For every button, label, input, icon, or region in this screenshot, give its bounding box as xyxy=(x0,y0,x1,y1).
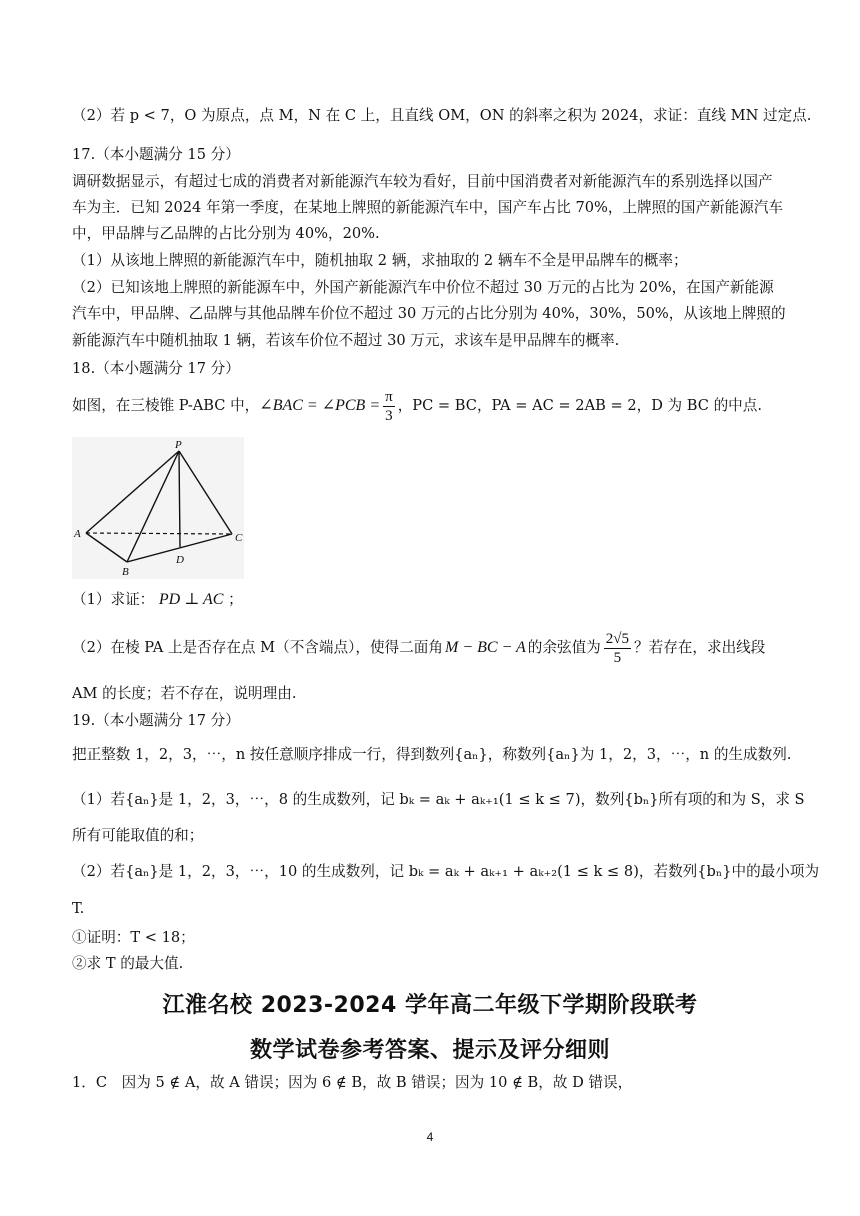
q18-angle-equation: ∠BAC = ∠PCB = xyxy=(259,397,381,414)
q18-part2-text-c: ？若存在，求出线段 xyxy=(634,639,766,656)
q17-part2-line-2: 汽车中，甲品牌、乙品牌与其他品牌车价位不超过 30 万元的占比分别为 40%，30%，50%，从该地上牌照的 xyxy=(72,305,786,322)
q18-intro-text-b: ，PC = BC，PA = AC = 2AB = 2，D 为 BC 的中点. xyxy=(397,397,763,414)
tetrahedron-figure xyxy=(72,437,244,579)
q18-part1-text: （1）求证： xyxy=(72,591,155,608)
fraction-denominator: 5 xyxy=(613,649,622,666)
q17-part2-line-1: （2）已知该地上牌照的新能源车中，外国产新能源汽车中价位不超过 30 万元的占比为 20%，在国产新能源 xyxy=(72,279,774,296)
fraction-numerator: 2√5 xyxy=(605,630,630,647)
answer-1: 1．C 因为 5 ∉ A，故 A 错误；因为 6 ∉ B，故 B 错误；因为 10 ∉ B，故 D 错误， xyxy=(72,1074,633,1091)
q19-part1-line-1: （1）若{aₙ}是 1，2，3，⋯，8 的生成数列，记 bₖ = aₖ + aₖ₊₁(1 ≤ k ≤ 7)，数列{bₙ}所有项的和为 S，求 S xyxy=(72,791,805,808)
answers-title-1: 江淮名校 2023-2024 学年高二年级下学期阶段联考 xyxy=(162,993,698,1018)
q18-part2-text-b: 的余弦值为 xyxy=(527,639,601,656)
label-B: B xyxy=(122,566,129,578)
q17-part2-line-3: 新能源汽车中随机抽取 1 辆，若该车价位不超过 30 万元，求该车是甲品牌车的概率. xyxy=(72,332,620,349)
q18-part1-end: ； xyxy=(228,591,243,608)
q18-intro xyxy=(72,386,792,426)
page-number: 4 xyxy=(426,1130,434,1144)
label-P: P xyxy=(175,439,182,451)
label-A: A xyxy=(74,528,81,540)
q17-intro-line-1: 调研数据显示，有超过七成的消费者对新能源汽车较为看好，目前中国消费者对新能源汽车的系别选择以国产 xyxy=(72,173,773,190)
q19-sub2: ②求 T 的最大值. xyxy=(72,955,184,972)
q18-part2-text-a: （2）在棱 PA 上是否存在点 M（不含端点），使得二面角 xyxy=(72,639,443,656)
q18-part2-line-2: AM 的长度；若不存在，说明理由. xyxy=(72,685,297,702)
q19-header: 19.（本小题满分 17 分） xyxy=(72,712,240,729)
q18-intro-text-a: 如图，在三棱锥 P-ABC 中， xyxy=(72,397,260,414)
fraction-denominator: 3 xyxy=(385,407,393,424)
tetrahedron-diagram xyxy=(72,437,244,579)
q19-part2-line-2: T. xyxy=(72,900,85,917)
fraction-numerator: π xyxy=(385,388,393,405)
q18-part1-math: PD ⊥ AC xyxy=(158,591,224,608)
q17-intro-line-2: 车为主．已知 2024 年第一季度，在某地上牌照的新能源汽车中，国产车占比 70%，上牌照的国产新能源汽车 xyxy=(72,199,784,216)
q18-part1 xyxy=(72,590,792,610)
q18-dihedral-angle: M − BC − A xyxy=(444,639,526,656)
q19-sub1: ①证明：T < 18； xyxy=(72,929,195,946)
label-D: D xyxy=(176,554,184,566)
q18-header: 18.（本小题满分 17 分） xyxy=(72,360,240,377)
q18-part2 xyxy=(72,627,792,669)
q17-header: 17.（本小题满分 15 分） xyxy=(72,146,240,163)
q19-part1-line-2: 所有可能取值的和； xyxy=(72,827,204,844)
q19-intro: 把正整数 1，2，3，⋯，n 按任意顺序排成一行，得到数列{aₙ}，称数列{aₙ}为 1，2，3，⋯，n 的生成数列. xyxy=(72,746,792,763)
q19-part2-line-1: （2）若{aₙ}是 1，2，3，⋯，10 的生成数列，记 bₖ = aₖ + aₖ₊₁ + aₖ₊₂(1 ≤ k ≤ 8)，若数列{bₙ}中的最小项为 xyxy=(72,863,820,880)
cosine-fraction xyxy=(604,630,631,667)
pi-over-three-fraction xyxy=(383,388,395,425)
q17-intro-line-3: 中，甲品牌与乙品牌的占比分别为 40%，20%. xyxy=(72,225,380,242)
q17-part1: （1）从该地上牌照的新能源汽车中，随机抽取 2 辆，求抽取的 2 辆车不全是甲品牌车的概率； xyxy=(72,252,688,269)
q16-part2: （2）若 p < 7，O 为原点，点 M，N 在 C 上，且直线 OM，ON 的斜率之积为 2024，求证：直线 MN 过定点. xyxy=(72,107,812,124)
label-C: C xyxy=(235,532,243,544)
answers-title-2: 数学试卷参考答案、提示及评分细则 xyxy=(249,1038,610,1063)
